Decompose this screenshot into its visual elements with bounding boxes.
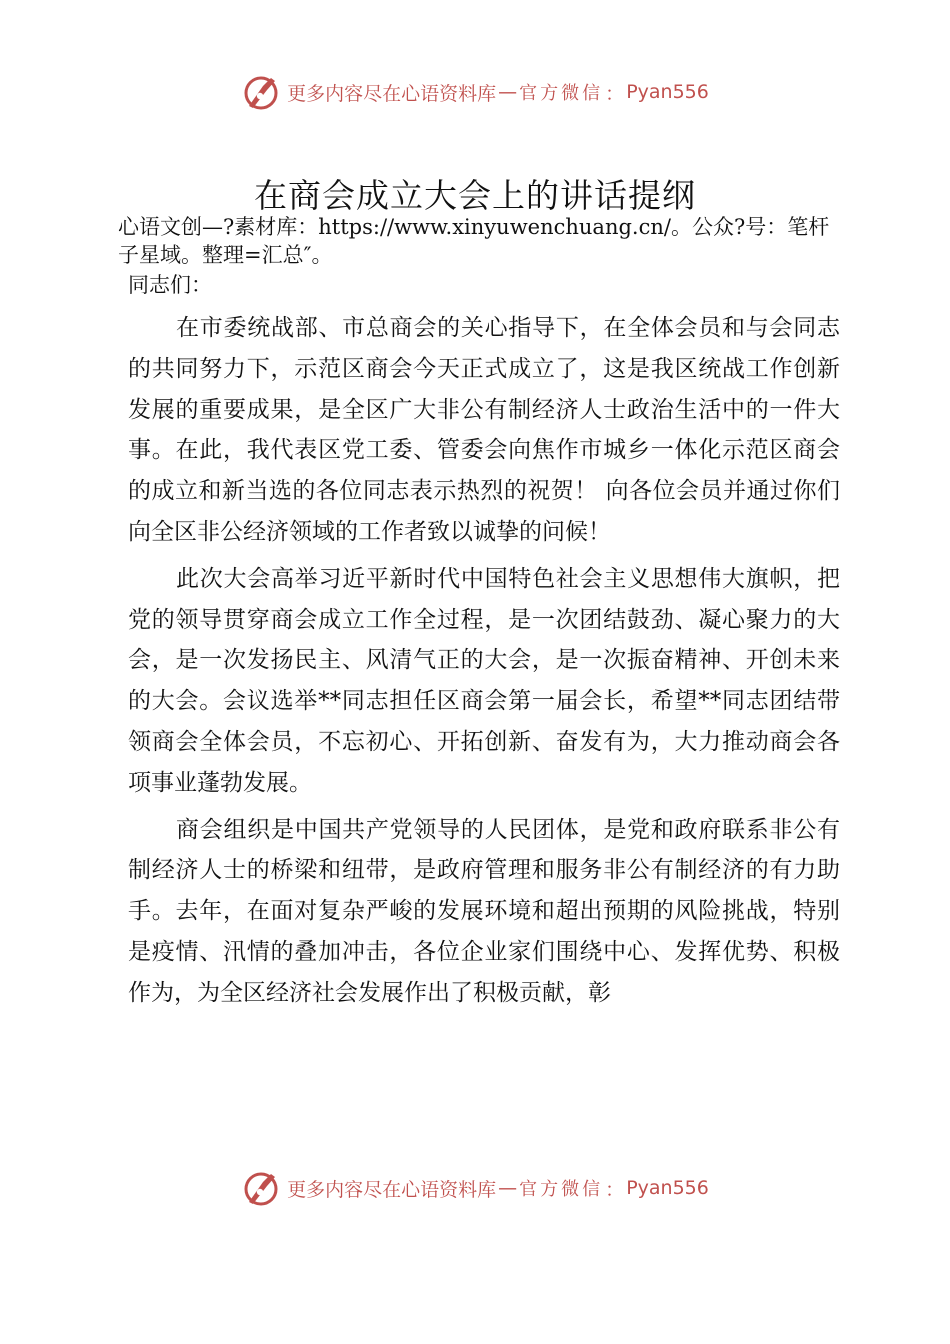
- wechat-id: Pyan556: [626, 81, 709, 103]
- pen-logo-icon: [241, 1168, 281, 1208]
- paragraph-1: 在市委统战部、市总商会的关心指导下，在全体会员和与会同志的共同努力下，示范区商会今天正式成立了，这是我区统战工作创新发展的重要成果，是全区广大非公有制经济人士政治生活中的一件大事。在此，我代表区党工委、管委会向焦作市城乡一体化示范区商会的成立和新当选的各位同志表示热烈的祝贺！ 向各位会员并通过你们向全区非公经济领域的工作者致以诚挚的问候！: [128, 315, 840, 545]
- banner-separator: —: [498, 1177, 518, 1199]
- wechat-label: 官方微信: [519, 1179, 604, 1200]
- page-title: 在商会成立大会上的讲话提纲: [254, 176, 696, 215]
- banner-text: 更多内容尽在心语资料库: [287, 82, 497, 105]
- header-banner: [0, 70, 950, 114]
- source-line: 心语文创—?素材库：https://www.xinyuwenchuang.cn/。公众?号：笔杆子星域。整理=汇总″。: [118, 215, 830, 267]
- greeting: 同志们：: [128, 273, 212, 297]
- footer-banner: [0, 1166, 950, 1210]
- wechat-id: Pyan556: [626, 1177, 709, 1199]
- paragraph-3: 商会组织是中国共产党领导的人民团体，是党和政府联系非公有制经济人士的桥梁和纽带，是政府管理和服务非公有制经济的有力助手。去年，在面对复杂严峻的发展环境和超出预期的风险挑战，特别是疫情、汛情的叠加冲击，各位企业家们围绕中心、发挥优势、积极作为，为全区经济社会发展作出了积极贡献，彰: [128, 816, 840, 1006]
- speech-body: [128, 308, 840, 1020]
- banner-text: 更多内容尽在心语资料库: [287, 1178, 497, 1201]
- banner-colon: ：: [605, 82, 625, 105]
- banner-colon: ：: [605, 1178, 625, 1201]
- pen-logo-icon: [241, 72, 281, 112]
- paragraph-2: 此次大会高举习近平新时代中国特色社会主义思想伟大旗帜，把党的领导贯穿商会成立工作全过程，是一次团结鼓劲、凝心聚力的大会，是一次发扬民主、风清气正的大会，是一次振奋精神、开创未来的大会。会议选举**同志担任区商会第一届会长，希望**同志团结带领商会全体会员，不忘初心、开拓创新、奋发有为，大力推动商会各项事业蓬勃发展。: [128, 565, 840, 796]
- banner-separator: —: [498, 81, 518, 103]
- wechat-label: 官方微信: [519, 83, 604, 104]
